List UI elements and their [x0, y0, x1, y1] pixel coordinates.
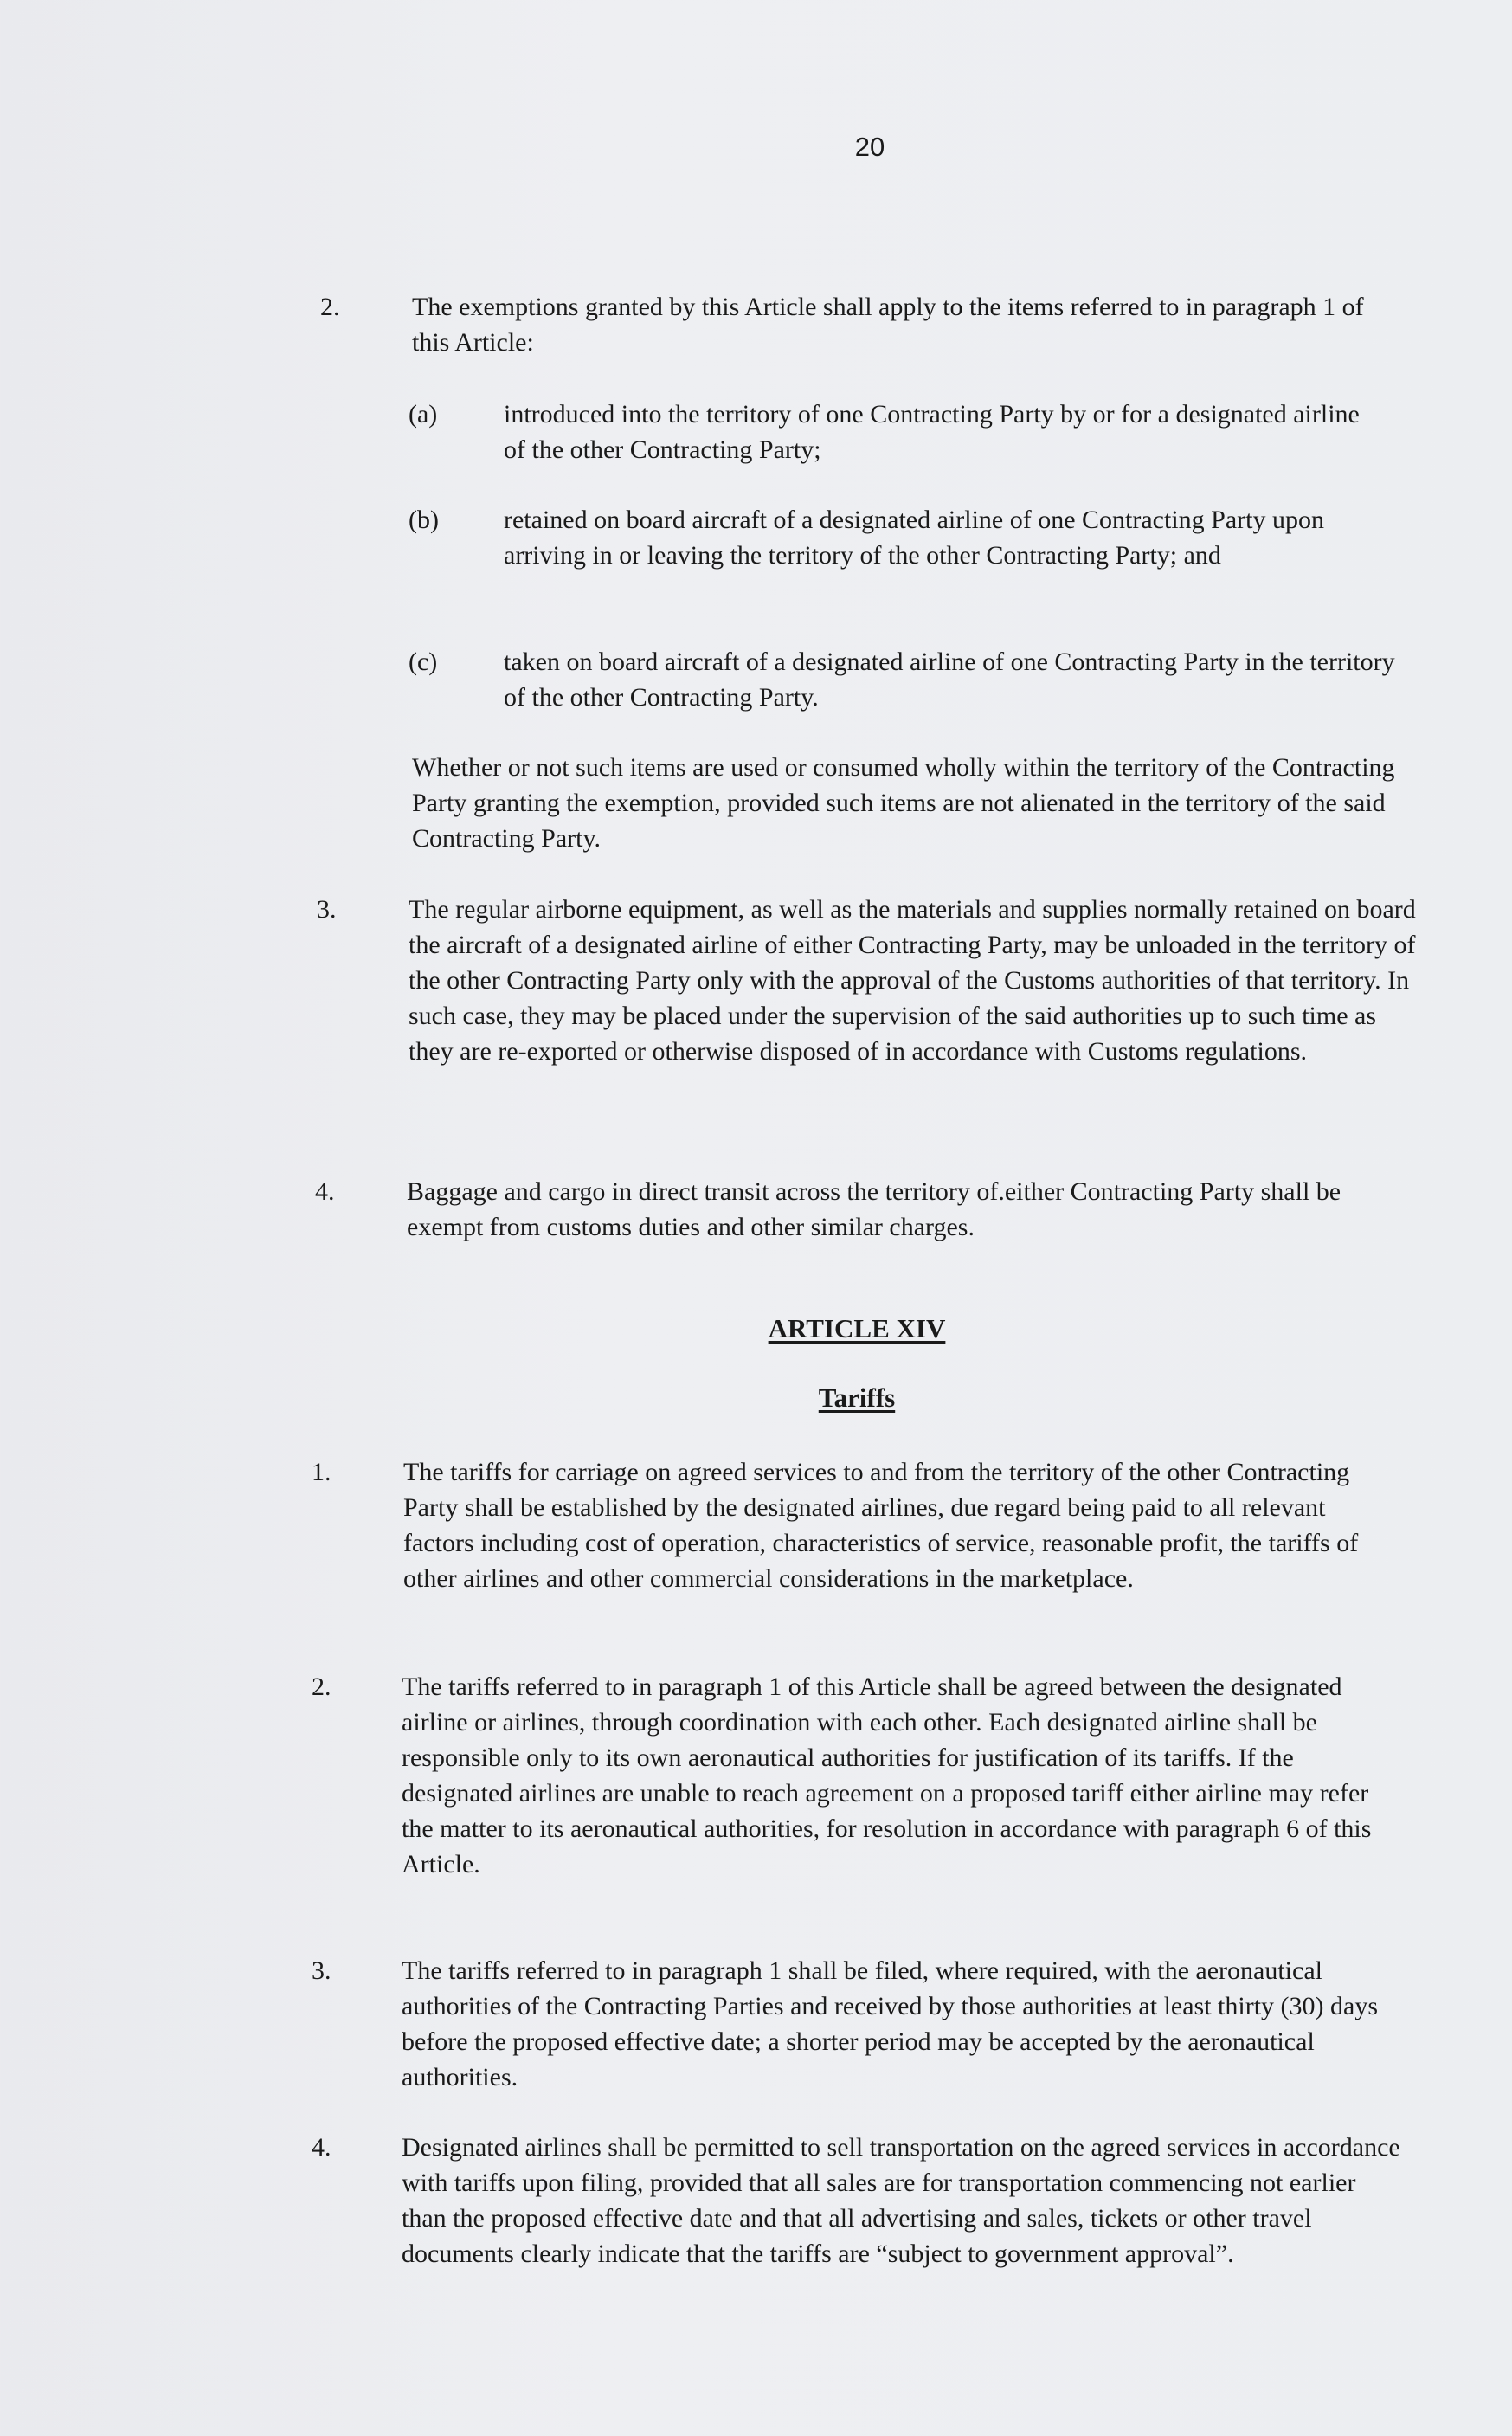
paragraph-text: The regular airborne equipment, as well as the materials and supplies normally retained on board the aircraft of a designated airline of either Contracting Party, may be unloaded in the territory of the other Contracting Party only with the approval of the Customs authorities of that territory. In such case, they may be placed under the supervision of the said authorities up to such time as they are re-exported or otherwise disposed of in accordance with Customs regulations.: [409, 895, 1416, 1066]
paragraph-text: The tariffs referred to in paragraph 1 shall be filed, where required, with the aeronautical authorities of the Contracting Parties and received by those authorities at least thirty (30) days before the proposed effective date; a shorter period may be accepted by the aeronautical authorities.: [402, 1956, 1379, 2091]
paragraph-text: The tariffs referred to in paragraph 1 of this Article shall be agreed between the designated airline or airlines, through coordination with each other. Each designated airline shall be responsible only to its own aeronautical authorities for justification of its tariffs. If the designated airlines are unable to reach agreement on a proposed tariff either airline may refer the matter to its aeronautical authorities, for resolution in accordance with paragraph 6 of this Article.: [402, 1672, 1372, 1879]
paragraph-number: 2.: [312, 1672, 331, 1701]
item-label: (b): [409, 506, 439, 534]
paragraph-number: 4.: [312, 2133, 331, 2162]
paragraph-text: The exemptions granted by this Article shall apply to the items referred to in paragraph 1 of this Article:: [412, 293, 1364, 357]
paragraph-text: The tariffs for carriage on agreed services to and from the territory of the other Contracting Party shall be established by the designated airlines, due regard being paid to all relevant factors including cost of operation, characteristics of service, reasonable profit, the tariffs of other airlines and other commercial considerations in the marketplace.: [403, 1458, 1359, 1593]
paragraph-text: Designated airlines shall be permitted to sell transportation on the agreed services in accordance with tariffs upon filing, provided that all sales are for transportation commencing not earlier than the proposed effective date and that all advertising and sales, tickets or other travel documents clearly indicate that the tariffs are “subject to government approval”.: [402, 2133, 1400, 2268]
paragraph-number: 1.: [312, 1458, 331, 1486]
article-subtitle: Tariffs: [818, 1382, 896, 1413]
article-title: ARTICLE XIV: [768, 1313, 946, 1344]
item-text: taken on board aircraft of a designated airline of one Contracting Party in the territory of the other Contracting Party.: [504, 648, 1395, 712]
item-label: (c): [409, 648, 438, 676]
paragraph-number: 4.: [315, 1177, 335, 1206]
item-text: retained on board aircraft of a designated airline of one Contracting Party upon arriving in or leaving the territory of the other Contracting Party; and: [504, 506, 1324, 570]
item-text: introduced into the territory of one Contracting Party by or for a designated airline of the other Contracting Party;: [504, 400, 1360, 464]
page-number: 20: [854, 132, 885, 162]
paragraph-number: 3.: [317, 895, 337, 924]
paragraph-number: 2.: [320, 293, 340, 321]
paragraph-text: Baggage and cargo in direct transit across the territory of.either Contracting Party shall be exempt from customs duties and other similar charges.: [407, 1177, 1341, 1241]
paragraph-number: 3.: [312, 1956, 331, 1985]
item-label: (a): [409, 400, 438, 429]
paragraph-text: Whether or not such items are used or consumed wholly within the territory of the Contracting Party granting the exemption, provided such items are not alienated in the territory of the said Contracting Party.: [412, 753, 1395, 853]
